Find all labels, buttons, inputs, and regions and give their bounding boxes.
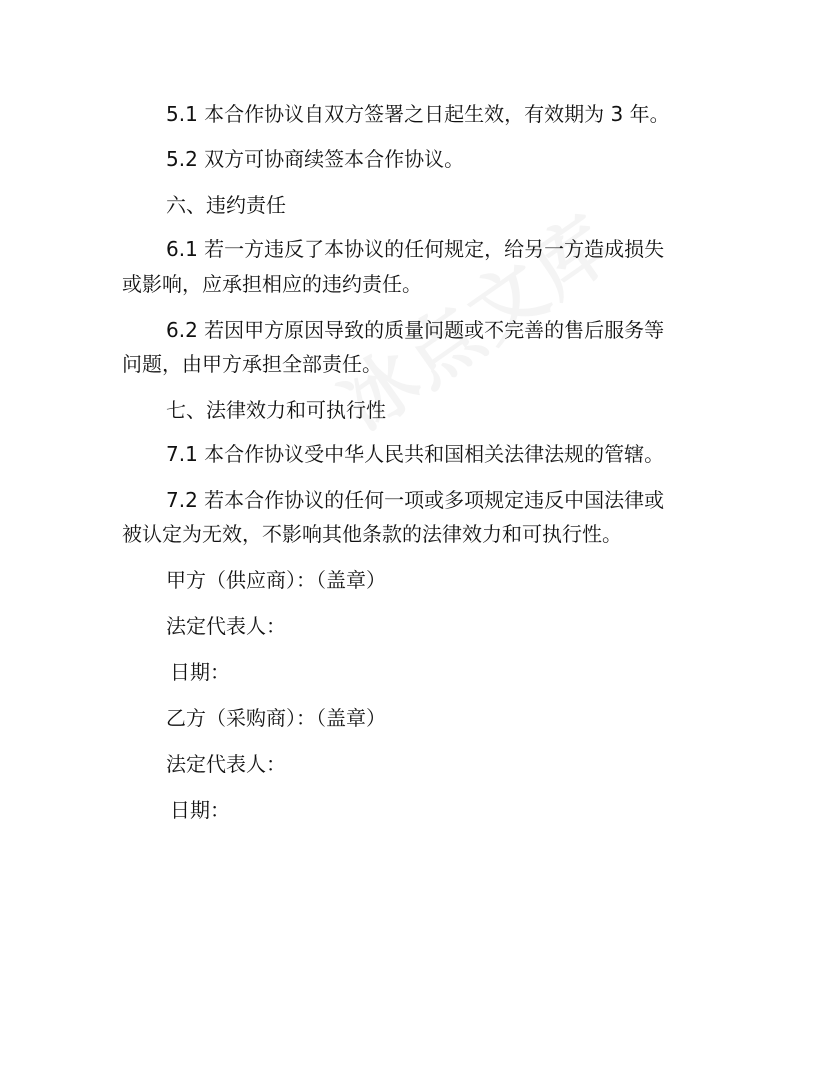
party-a-representative: 法定代表人： (166, 614, 286, 638)
clause-6-2-line-2: 问题，由甲方承担全部责任。 (122, 352, 382, 376)
clause-7-1: 7.1 本合作协议受中华人民共和国相关法律法规的管辖。 (166, 442, 665, 466)
clause-6-2-line-1: 6.2 若因甲方原因导致的质量问题或不完善的售后服务等 (166, 318, 665, 342)
clause-7-2-line-2: 被认定为无效，不影响其他条款的法律效力和可执行性。 (122, 522, 622, 546)
clause-6-1-line-2: 或影响，应承担相应的违约责任。 (122, 272, 422, 296)
party-b-representative: 法定代表人： (166, 752, 286, 776)
clause-5-2: 5.2 双方可协商续签本合作协议。 (166, 147, 465, 171)
party-a-date: 日期： (170, 660, 230, 684)
clause-6-1-line-1: 6.1 若一方违反了本协议的任何规定，给另一方造成损失 (166, 237, 665, 261)
section-heading-legal: 七、法律效力和可执行性 (166, 398, 386, 422)
party-b-line: 乙方（采购商）：（盖章） (166, 706, 386, 730)
clause-7-2-line-1: 7.2 若本合作协议的任何一项或多项规定违反中国法律或 (166, 488, 665, 512)
party-b-date: 日期： (170, 798, 230, 822)
section-heading-breach: 六、违约责任 (166, 193, 286, 217)
clause-5-1: 5.1 本合作协议自双方签署之日起生效，有效期为 3 年。 (166, 102, 670, 126)
party-a-line: 甲方（供应商）：（盖章） (166, 568, 386, 592)
